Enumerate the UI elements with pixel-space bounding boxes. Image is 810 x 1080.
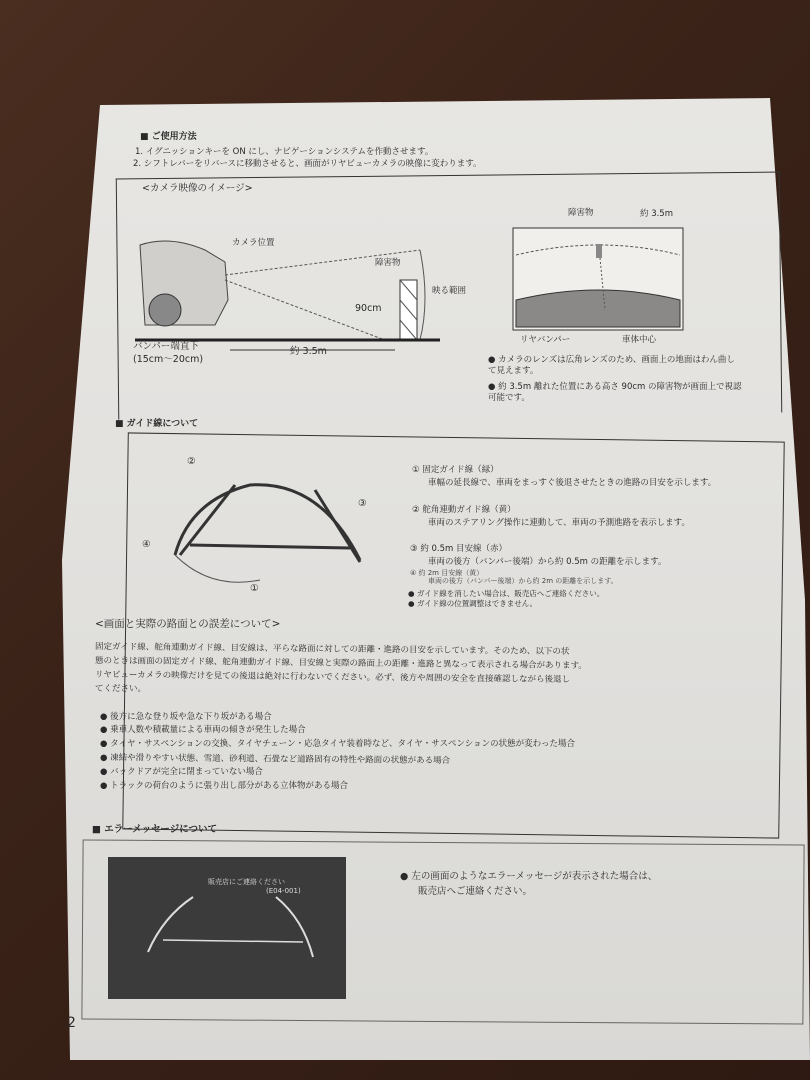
guide-marker-2: ② (187, 456, 196, 467)
label-visible-range: 映る範囲 (432, 286, 467, 296)
error-diff-line-4: てください。 (95, 684, 147, 694)
guide-item-4-desc: 車両の後方（バンパー後端）から約 2m の距離を示します。 (428, 577, 618, 585)
guide-marker-3: ③ (358, 498, 367, 509)
label-screen-distance: 約 3.5m (640, 209, 673, 219)
guide-note-2: ● ガイド線の位置調整はできません。 (408, 598, 537, 609)
guide-marker-4: ④ (142, 539, 151, 550)
error-diff-line-1: 固定ガイド線、舵角連動ガイド線、目安線は、平らな路面に対しての距離・進路の目安を示しています。そのため、以下の状 (94, 642, 570, 657)
label-rear-bumper: リヤバンパー (520, 335, 571, 345)
case-4: ● 凍結や滑りやすい状態、雪道、砂利道、石畳など道路固有の特性や路面の状態がある場合 (100, 753, 450, 767)
case-1: ● 後方に急な登り坂や急な下り坂がある場合 (100, 712, 272, 723)
error-screen (108, 857, 346, 999)
error-message-note: ● 左の画面のようなエラーメッセージが表示された場合は、 (400, 870, 657, 883)
error-diff-line-2: 態のときは画面の固定ガイド線、舵角連動ガイド線、目安線と実際の路面上の距離・進路と異なって表示される場合があります。 (94, 656, 587, 672)
error-screen-text: 販売店にご連絡ください (208, 878, 285, 886)
camera-note-2: ● 約 3.5m 離れた位置にある高さ 90cm の障害物が画面上で視認可能です。 (488, 382, 743, 404)
guide-heading: ■ ガイド線について (115, 419, 199, 429)
label-height: 90cm (355, 303, 382, 314)
error-message-note-2: 販売店へご連絡ください。 (418, 886, 533, 897)
error-screen-code: (E04-001) (266, 887, 301, 895)
case-6: ● トラックの荷台のように張り出し部分がある立体物がある場合 (100, 781, 348, 792)
label-bumper-below: バンパー端直下 (133, 341, 199, 352)
camera-note-1: ● カメラのレンズは広角レンズのため、画面上の地面はわん曲して見えます。 (488, 355, 743, 377)
usage-heading: ■ ご使用方法 (140, 132, 197, 142)
guide-item-3-title: ③ 約 0.5m 目安線（赤） (410, 544, 508, 554)
guide-note-1: ● ガイド線を消したい場合は、販売店へご連絡ください。 (408, 588, 604, 599)
error-diff-title: <画面と実際の路面との誤差について> (95, 618, 281, 630)
label-screen-obstacle: 障害物 (568, 208, 594, 218)
guide-item-4-title: ④ 約 2m 目安線（黄） (410, 569, 484, 577)
page-number: 2 (67, 1015, 76, 1031)
error-diff-line-3: リヤビューカメラの映像だけを見ての後退は絶対に行わないでください。必ず、後方や周囲の安全を直接確認しながら後退し (94, 670, 571, 685)
label-bumper-range: (15cm〜20cm) (133, 354, 204, 365)
case-5: ● バックドアが完全に閉まっていない場合 (100, 767, 263, 778)
case-2: ● 乗車人数や積載量による車両の傾きが発生した場合 (100, 725, 306, 736)
usage-step-1: 1. イグニッションキーを ON にし、ナビゲーションシステムを作動させます。 (135, 147, 434, 157)
guide-item-1-title: ① 固定ガイド線（緑） (412, 465, 499, 475)
guide-marker-1: ① (250, 583, 259, 594)
label-obstacle: 障害物 (375, 258, 401, 268)
camera-image-title: <カメラ映像のイメージ> (142, 183, 253, 194)
label-camera-position: カメラ位置 (232, 238, 275, 248)
error-message-heading: ■ エラーメッセージについて (92, 824, 218, 835)
case-3: ● タイヤ・サスペンションの交換、タイヤチェーン・応急タイヤ装着時など、タイヤ・サスペンションの状態が変わった場合 (100, 739, 575, 750)
label-vehicle-center: 車体中心 (622, 335, 657, 345)
guide-item-3-desc: 車両の後方（バンパー後端）から約 0.5m の距離を示します。 (428, 557, 667, 567)
guide-item-2-desc: 車両のステアリング操作に連動して、車両の予測進路を表示します。 (428, 518, 690, 528)
label-distance: 約 3.5m (290, 346, 327, 357)
guide-item-1-desc: 車幅の延長線で、車両をまっすぐ後退させたときの進路の目安を示します。 (428, 478, 717, 488)
usage-step-2: 2. シフトレバーをリバースに移動させると、画面がリヤビューカメラの映像に変わります。 (133, 159, 482, 169)
error-screen-guide-lines (108, 857, 346, 999)
guide-item-2-title: ② 舵角連動ガイド線（黄） (412, 505, 516, 515)
